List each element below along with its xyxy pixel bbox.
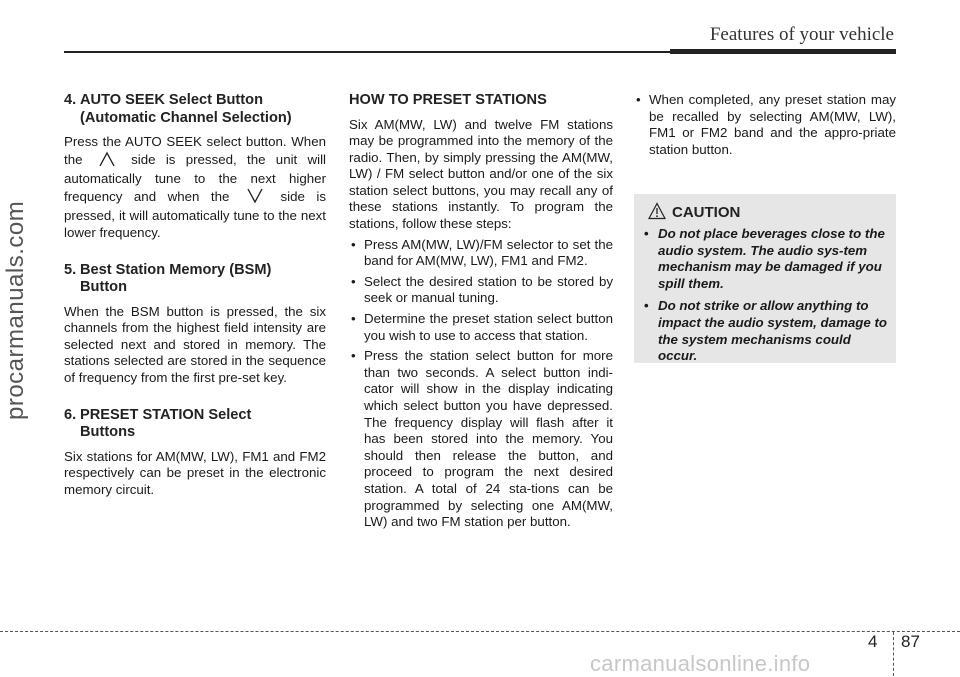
how-to-preset-intro: Six AM(MW, LW) and twelve FM stations may be programmed into the memory of the radio. Then, by simply pressing the AM(MW, LW) / FM select button and/or one of the six station select buttons, you may recall any of these stations instantly. To program the stations, follow these steps: [349, 116, 613, 232]
column-2 [349, 92, 613, 535]
warning-triangle-icon [648, 202, 666, 220]
caution-list [644, 226, 888, 371]
header-title: Features of your vehicle [709, 24, 894, 45]
list-item: • Do not place beverages close to the audio system. The audio sys-tem mechanism may be damaged if you spill them. [644, 226, 888, 292]
section-title: PRESET STATION Select [80, 406, 252, 423]
side-watermark: procarmanuals.com [2, 200, 29, 420]
section-number: 6. [64, 406, 77, 423]
footer-divider [893, 632, 894, 676]
auto-seek-text-b: side is pressed, the unit will automatically tune to the next higher frequency and when the [64, 151, 327, 204]
header-rule-thick [670, 49, 896, 54]
caution-title: CAUTION [672, 204, 741, 221]
section-number: 4. [64, 92, 77, 108]
how-to-preset-heading: HOW TO PRESET STATIONS [349, 92, 547, 108]
section-preset-heading [64, 407, 326, 442]
list-item: • When completed, any preset station may be recalled by selecting AM(MW, LW), FM1 or FM2 band and the appro-priate station button. [634, 92, 896, 158]
footer-rule [0, 631, 960, 632]
list-item: • Select the desired station to be stored by seek or manual tuning. [349, 274, 613, 307]
chevron-up-icon [93, 151, 121, 172]
auto-seek-paragraph [64, 134, 326, 242]
list-item: • Determine the preset station select button you wish to use to access that station. [349, 311, 613, 344]
section-title-cont: Button [80, 279, 128, 296]
auto-seek-text-c: side is pressed, it will automatically tune to the next lower frequency. [64, 188, 326, 240]
bsm-paragraph: When the BSM button is pressed, the six channels from the highest field intensity are selected next and stored in memory. The stations selected are stored in the sequence of frequency from the first pre-set key. [64, 303, 326, 385]
preset-steps-list [349, 237, 613, 531]
section-title: Best Station Memory (BSM) [80, 261, 272, 278]
section-bsm-heading [64, 262, 326, 297]
column-1 [64, 92, 326, 518]
bottom-watermark: carmanualsonline.info [590, 651, 811, 676]
preset-paragraph: Six stations for AM(MW, LW), FM1 and FM2 respectively can be preset in the electronic memory circuit. [64, 448, 326, 497]
column-3 [634, 92, 896, 162]
list-item: • Press AM(MW, LW)/FM selector to set the band for AM(MW, LW), FM1 and FM2. [349, 237, 613, 270]
chapter-number: 4 [868, 632, 878, 651]
section-title-cont: (Automatic Channel Selection) [80, 109, 292, 126]
section-number: 5. [64, 261, 77, 278]
header-rule [64, 51, 670, 53]
page-number: 87 [901, 632, 920, 651]
chevron-down-icon [241, 188, 269, 209]
list-item: • Press the station select button for more than two seconds. A select button indi-cator will show in the display indicating which select button you have depressed. The frequency display will flash after it has been stored into the memory. You should then release the button, and proceed to program the next desired station. A total of 24 sta-tions can be programmed by selecting one AM(MW, LW) and two FM station per button. [349, 348, 613, 531]
section-auto-seek-heading [64, 92, 326, 127]
caution-box [634, 194, 896, 363]
completed-list [634, 92, 896, 158]
section-title-cont: Buttons [80, 424, 136, 441]
list-item: • Do not strike or allow anything to impact the audio system, damage to the system mechanisms could occur. [644, 298, 888, 364]
section-title: AUTO SEEK Select Button [80, 92, 263, 108]
auto-seek-text-a: Press the AUTO SEEK select button. When the [64, 134, 326, 167]
